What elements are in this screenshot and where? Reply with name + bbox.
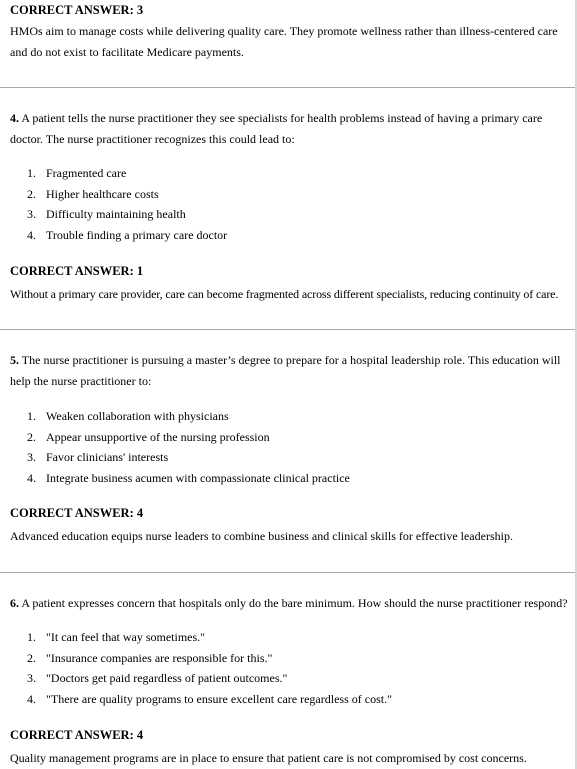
option-number: 4. xyxy=(27,228,36,243)
option-text: Trouble finding a primary care doctor xyxy=(46,228,228,243)
answer-explanation: HMOs aim to manage costs while delivering quality care. They promote wellness rather than illness-centered care and do not exist to facilitate Medicare payments. xyxy=(10,24,558,59)
answer-explanation: Quality management programs are in place to ensure that patient care is not compromised by cost concerns. xyxy=(10,751,527,765)
option-item xyxy=(0,406,560,427)
option-text: "It can feel that way sometimes." xyxy=(46,630,206,644)
question-4 xyxy=(10,108,572,150)
correct-answer-label: CORRECT ANSWER: 4 xyxy=(10,728,144,742)
option-text: Appear unsupportive of the nursing profession xyxy=(46,429,270,444)
option-number: 1. xyxy=(27,166,36,180)
answer-block-q6 xyxy=(10,727,576,769)
option-text: "There are quality programs to ensure excellent care regardless of cost." xyxy=(46,692,392,707)
option-item xyxy=(0,427,560,448)
option-number: 4. xyxy=(27,471,36,486)
option-item xyxy=(0,627,560,648)
correct-answer-label: CORRECT ANSWER: 4 xyxy=(10,506,144,520)
option-number: 1. xyxy=(27,630,36,644)
option-item xyxy=(0,689,560,710)
answer-explanation: Without a primary care provider, care can become fragmented across different specialists, reducing continuity of care. xyxy=(10,287,559,301)
option-item xyxy=(0,668,560,689)
options-list-q6 xyxy=(0,627,560,710)
option-item xyxy=(0,225,560,246)
option-item xyxy=(0,204,560,225)
option-number: 2. xyxy=(27,650,36,665)
question-number: 6. xyxy=(10,596,19,610)
answer-explanation: Advanced education equips nurse leaders to combine business and clinical skills for effective leadership. xyxy=(10,529,513,543)
option-text: "Insurance companies are responsible for this." xyxy=(46,650,273,665)
question-number: 5. xyxy=(10,353,19,367)
option-item xyxy=(0,163,560,184)
option-number: 2. xyxy=(27,429,36,444)
question-text: A patient tells the nurse practitioner they see specialists for health problems instead of having a primary care doctor. The nurse practitioner recognizes this could lead to: xyxy=(10,111,543,146)
question-text: A patient expresses concern that hospitals only do the bare minimum. How should the nurse practitioner respond? xyxy=(21,596,568,610)
option-text: Higher healthcare costs xyxy=(46,186,159,201)
correct-answer-label: CORRECT ANSWER: 1 xyxy=(10,264,144,278)
option-number: 3. xyxy=(27,671,36,686)
option-text: "Doctors get paid regardless of patient outcomes." xyxy=(46,671,288,686)
option-number: 2. xyxy=(27,186,36,201)
section-divider xyxy=(0,329,577,330)
correct-answer-label: CORRECT ANSWER: 3 xyxy=(10,3,144,17)
answer-block-q3 xyxy=(10,2,576,63)
option-text: Difficulty maintaining health xyxy=(46,207,186,222)
section-divider xyxy=(0,572,577,573)
option-text: Favor clinicians' interests xyxy=(46,450,169,465)
option-number: 3. xyxy=(27,450,36,465)
answer-block-q5 xyxy=(10,505,576,547)
option-item xyxy=(0,184,560,205)
option-text: Fragmented care xyxy=(46,166,127,180)
option-number: 4. xyxy=(27,692,36,707)
option-number: 1. xyxy=(27,409,36,423)
options-list-q5 xyxy=(0,406,560,489)
question-text: The nurse practitioner is pursuing a master’s degree to prepare for a hospital leadership role. This education will help the nurse practitioner to: xyxy=(10,353,561,388)
section-divider xyxy=(0,87,577,88)
options-list-q4 xyxy=(0,163,560,246)
option-item xyxy=(0,447,560,468)
option-number: 3. xyxy=(27,207,36,222)
question-6 xyxy=(10,593,572,614)
option-item xyxy=(0,468,560,489)
option-text: Integrate business acumen with compassionate clinical practice xyxy=(46,471,350,486)
question-number: 4. xyxy=(10,111,19,125)
answer-block-q4 xyxy=(10,263,576,305)
option-text: Weaken collaboration with physicians xyxy=(46,409,229,423)
option-item xyxy=(0,648,560,669)
question-5 xyxy=(10,350,572,392)
